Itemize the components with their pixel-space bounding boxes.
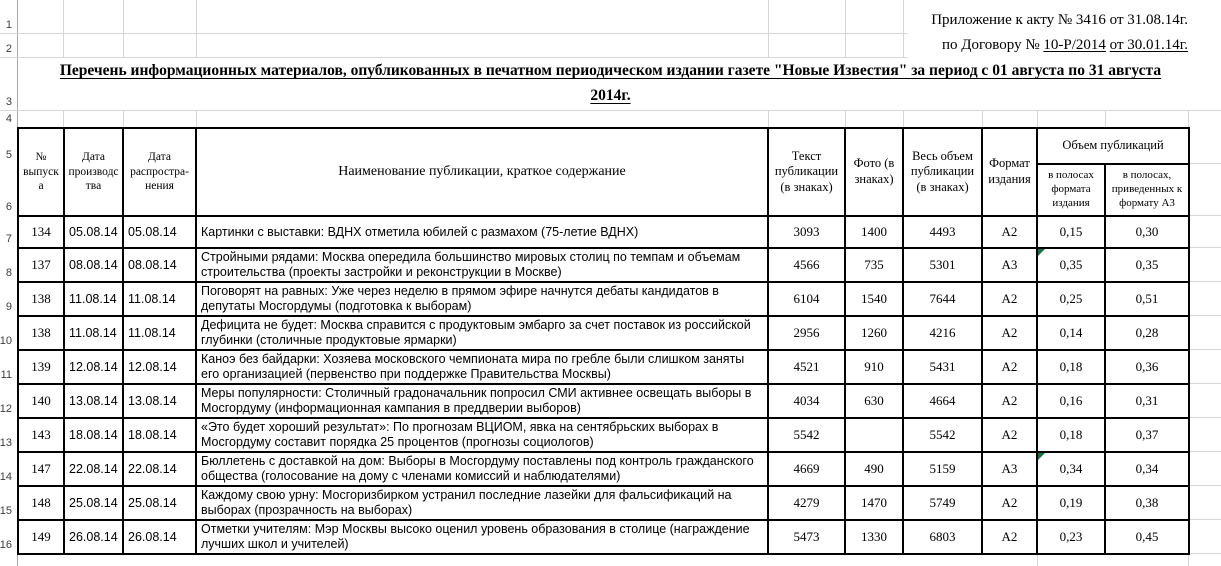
annotation-contract-prefix: по Договору № — [942, 37, 1044, 53]
cell-format[interactable]: А2 — [982, 384, 1037, 418]
row-number[interactable]: 2 — [5, 43, 12, 55]
cell-name[interactable]: Поговорят на равных: Уже через неделю в прямом эфире начнутся дебаты кандидатов в депутаты Мосгордумы (подготовка к выборам) — [196, 282, 768, 316]
cell-name[interactable]: «Это будет хороший результат»: По прогнозам ВЦИОМ, явка на сентябрьских выборах в Мосгордуму составит порядка 25 процентов (прогнозы социологов) — [196, 418, 768, 452]
cell-date-dist[interactable]: 08.08.14 — [123, 248, 196, 282]
cell-format[interactable]: А3 — [982, 452, 1037, 486]
cell-vol-izdaniya[interactable] — [1037, 418, 1105, 452]
cell-date-dist[interactable]: 11.08.14 — [123, 316, 196, 350]
cell-text-chars[interactable]: 4669 — [768, 452, 845, 486]
cell-issue[interactable]: 138 — [18, 316, 64, 350]
table-row — [18, 282, 1189, 316]
annotation-contract-date: от 30.01.14г. — [1109, 37, 1188, 53]
sheet-gridline — [1037, 110, 1038, 127]
sheet-gridline — [982, 110, 983, 127]
row-number[interactable]: 6 — [5, 201, 12, 213]
sheet-gridline — [1190, 383, 1221, 384]
cell-date-prod[interactable]: 08.08.14 — [64, 248, 123, 282]
row-number[interactable]: 1 — [5, 19, 12, 31]
row-number[interactable]: 15 — [0, 505, 12, 517]
sheet-gridline — [1190, 349, 1221, 350]
cell-date-dist[interactable]: 13.08.14 — [123, 384, 196, 418]
sheet-gridline — [1190, 315, 1221, 316]
cell-issue[interactable]: 140 — [18, 384, 64, 418]
col-header-vol-a3[interactable]: в полосах, приведенных к формату А3 — [1105, 164, 1189, 216]
annotation-contract[interactable] — [942, 33, 1188, 57]
cell-total-chars[interactable]: 4664 — [903, 384, 982, 418]
cell-text-chars[interactable]: 4034 — [768, 384, 845, 418]
cell-date-prod[interactable]: 13.08.14 — [64, 384, 123, 418]
cell-format[interactable]: А2 — [982, 350, 1037, 384]
cell-total-chars[interactable]: 4216 — [903, 316, 982, 350]
cell-date-dist[interactable]: 11.08.14 — [123, 282, 196, 316]
cell-total-chars[interactable]: 5431 — [903, 350, 982, 384]
sheet-gridline — [1190, 485, 1221, 486]
sheet-gridline — [845, 110, 846, 127]
cell-issue[interactable]: 149 — [18, 520, 64, 554]
annotation-act[interactable] — [931, 7, 1188, 33]
cell-date-prod[interactable]: 18.08.14 — [64, 418, 123, 452]
cell-format[interactable]: А2 — [982, 216, 1037, 248]
cell-date-prod[interactable]: 05.08.14 — [64, 216, 123, 248]
sheet-gridline — [903, 110, 904, 127]
cell-date-dist[interactable]: 25.08.14 — [123, 486, 196, 520]
row-number[interactable]: 4 — [5, 113, 12, 125]
cell-date-prod[interactable]: 22.08.14 — [64, 452, 123, 486]
cell-vol-izdaniya-value: 0,25 — [1059, 291, 1083, 306]
sheet-gridline — [1188, 110, 1189, 127]
col-header-date-prod[interactable]: Дата производства — [64, 128, 123, 216]
cell-date-dist[interactable]: 18.08.14 — [123, 418, 196, 452]
cell-format[interactable]: А2 — [982, 418, 1037, 452]
annotation-contract-number: 10-Р/2014 — [1043, 37, 1106, 53]
cell-total-chars[interactable]: 4493 — [903, 216, 982, 248]
error-marker-icon — [1038, 453, 1045, 460]
col-header-issue[interactable]: № выпуска — [18, 128, 64, 216]
col-header-name[interactable]: Наименование публикации, краткое содержание — [196, 128, 768, 216]
cell-date-dist[interactable]: 26.08.14 — [123, 520, 196, 554]
cell-date-dist[interactable]: 22.08.14 — [123, 452, 196, 486]
cell-vol-izdaniya-value: 0,23 — [1059, 529, 1083, 544]
cell-photo-chars[interactable]: 630 — [845, 384, 903, 418]
cell-format[interactable]: А2 — [982, 282, 1037, 316]
row-number[interactable]: 16 — [0, 539, 12, 551]
row-number[interactable]: 12 — [0, 403, 12, 415]
col-header-photo[interactable]: Фото (в знаках) — [845, 128, 903, 216]
cell-issue[interactable]: 147 — [18, 452, 64, 486]
table-row — [18, 216, 1189, 248]
sheet-gridline — [1190, 163, 1221, 164]
cell-vol-izdaniya-value: 0,34 — [1059, 461, 1083, 476]
cell-total-chars[interactable]: 5749 — [903, 486, 982, 520]
cell-date-prod[interactable]: 11.08.14 — [64, 316, 123, 350]
cell-text-chars[interactable]: 3093 — [768, 216, 845, 248]
sheet-gridline — [1190, 417, 1221, 418]
table-row — [18, 486, 1189, 520]
cell-vol-izdaniya[interactable] — [1037, 216, 1105, 248]
row-number[interactable]: 11 — [0, 369, 12, 381]
cell-photo-chars[interactable]: 1260 — [845, 316, 903, 350]
row-number[interactable]: 10 — [0, 335, 12, 347]
cell-total-chars[interactable]: 5542 — [903, 418, 982, 452]
sheet-gridline — [768, 0, 769, 57]
table-row — [18, 350, 1189, 384]
cell-vol-a3[interactable]: 0,34 — [1105, 452, 1189, 486]
cell-vol-a3[interactable]: 0,51 — [1105, 282, 1189, 316]
sheet-title[interactable] — [0, 58, 1221, 108]
cell-vol-izdaniya-value: 0,18 — [1059, 359, 1083, 374]
annotation-act-text: Приложение к акту № 3416 от 31.08.14г. — [931, 12, 1188, 28]
table-body — [18, 216, 1189, 554]
cell-issue[interactable]: 138 — [18, 282, 64, 316]
cell-vol-izdaniya[interactable] — [1037, 248, 1105, 282]
cell-format[interactable]: А3 — [982, 248, 1037, 282]
cell-photo-chars[interactable] — [845, 418, 903, 452]
cell-total-chars[interactable]: 5159 — [903, 452, 982, 486]
col-header-vol-izdaniya[interactable]: в полосах формата издания — [1037, 164, 1105, 216]
cell-date-dist[interactable]: 12.08.14 — [123, 350, 196, 384]
sheet-gridline — [0, 33, 907, 34]
cell-text-chars[interactable]: 4279 — [768, 486, 845, 520]
cell-format[interactable]: А2 — [982, 316, 1037, 350]
sheet-title-line1: Перечень информационных материалов, опубликованных в печатном периодическом издании газете "Новые Известия" за период с 01 августа по 31 августа — [59, 62, 1162, 79]
sheet-gridline — [196, 110, 197, 127]
cell-date-prod[interactable]: 26.08.14 — [64, 520, 123, 554]
cell-vol-a3[interactable]: 0,36 — [1105, 350, 1189, 384]
row-number[interactable]: 8 — [5, 267, 12, 279]
col-header-text[interactable]: Текст публикации (в знаках) — [768, 128, 845, 216]
cell-format[interactable]: А2 — [982, 520, 1037, 554]
table-row — [18, 316, 1189, 350]
table-row — [18, 418, 1189, 452]
row-number[interactable]: 7 — [5, 233, 12, 245]
cell-name[interactable]: Каждому свою урну: Мосгоризбирком устранил последние лазейки для фальсификаций на выборах (прозрачность на выборах) — [196, 486, 768, 520]
cell-photo-chars[interactable]: 1540 — [845, 282, 903, 316]
cell-photo-chars[interactable]: 490 — [845, 452, 903, 486]
cell-vol-izdaniya[interactable] — [1037, 384, 1105, 418]
cell-text-chars[interactable]: 4566 — [768, 248, 845, 282]
sheet-gridline — [63, 0, 64, 57]
col-header-total[interactable]: Весь объем публикации (в знаках) — [903, 128, 982, 216]
cell-vol-a3[interactable]: 0,38 — [1105, 486, 1189, 520]
cell-total-chars[interactable]: 6803 — [903, 520, 982, 554]
cell-date-dist[interactable]: 05.08.14 — [123, 216, 196, 248]
cell-vol-izdaniya[interactable] — [1037, 486, 1105, 520]
cell-vol-izdaniya[interactable] — [1037, 316, 1105, 350]
publications-table — [17, 127, 1190, 555]
cell-issue[interactable]: 134 — [18, 216, 64, 248]
sheet-gridline — [903, 0, 904, 57]
cell-vol-izdaniya[interactable] — [1037, 350, 1105, 384]
cell-photo-chars[interactable]: 1330 — [845, 520, 903, 554]
cell-date-prod[interactable]: 11.08.14 — [64, 282, 123, 316]
table-row — [18, 384, 1189, 418]
cell-photo-chars[interactable]: 910 — [845, 350, 903, 384]
cell-issue[interactable]: 139 — [18, 350, 64, 384]
cell-name[interactable]: Дефицита не будет: Москва справится с продуктовым эмбарго за счет поставок из российской глубинки (столичные продуктовые ярмарки) — [196, 316, 768, 350]
cell-photo-chars[interactable]: 1400 — [845, 216, 903, 248]
cell-name[interactable]: Бюллетень с доставкой на дом: Выборы в Мосгордуму поставлены под контроль гражданского общества (голосование на дому с членами комиссий и наблюдателями) — [196, 452, 768, 486]
cell-vol-izdaniya-value: 0,18 — [1059, 427, 1083, 442]
cell-vol-a3[interactable]: 0,31 — [1105, 384, 1189, 418]
cell-vol-izdaniya-value: 0,16 — [1059, 393, 1083, 408]
sheet-gridline — [1190, 281, 1221, 282]
sheet-gridline — [123, 0, 124, 57]
cell-name[interactable]: Картинки с выставки: ВДНХ отметила юбилей с размахом (75-летие ВДНХ) — [196, 216, 768, 248]
cell-format[interactable]: А2 — [982, 486, 1037, 520]
col-header-format[interactable]: Формат издания — [982, 128, 1037, 216]
cell-name[interactable]: Меры популярности: Столичный градоначальник попросил СМИ активнее освещать выборы в Мосгордуму (информационная кампания в преддверии выборов) — [196, 384, 768, 418]
cell-text-chars[interactable]: 4521 — [768, 350, 845, 384]
cell-photo-chars[interactable]: 1470 — [845, 486, 903, 520]
cell-vol-a3[interactable]: 0,30 — [1105, 216, 1189, 248]
sheet-gridline — [123, 110, 124, 127]
cell-issue[interactable]: 137 — [18, 248, 64, 282]
cell-name[interactable]: Стройными рядами: Москва опередила большинство мировых столиц по темпам и объемам строительства (проекты застройки и реконструкции в Москве) — [196, 248, 768, 282]
cell-vol-a3[interactable]: 0,37 — [1105, 418, 1189, 452]
cell-vol-izdaniya-value: 0,35 — [1059, 257, 1083, 272]
cell-date-prod[interactable]: 25.08.14 — [64, 486, 123, 520]
cell-name[interactable]: Отметки учителям: Мэр Москвы высоко оценил уровень образования в столице (награждение лучших школ и учителей) — [196, 520, 768, 554]
cell-photo-chars[interactable]: 735 — [845, 248, 903, 282]
col-header-date-dist[interactable]: Дата распростра-нения — [123, 128, 196, 216]
table-row — [18, 520, 1189, 554]
row-number[interactable]: 13 — [0, 437, 12, 449]
cell-date-prod[interactable]: 12.08.14 — [64, 350, 123, 384]
cell-total-chars[interactable]: 5301 — [903, 248, 982, 282]
cell-vol-a3[interactable]: 0,28 — [1105, 316, 1189, 350]
sheet-gridline — [768, 110, 769, 127]
sheet-gridline — [196, 0, 197, 57]
cell-vol-izdaniya-value: 0,14 — [1059, 325, 1083, 340]
sheet-gridline — [845, 0, 846, 57]
sheet-gridline — [1190, 247, 1221, 248]
row-number[interactable]: 3 — [5, 96, 12, 108]
sheet-gridline — [1190, 451, 1221, 452]
cell-vol-izdaniya-value: 0,19 — [1059, 495, 1083, 510]
cell-text-chars[interactable]: 2956 — [768, 316, 845, 350]
cell-vol-izdaniya[interactable] — [1037, 520, 1105, 554]
sheet-gridline — [1190, 519, 1221, 520]
cell-vol-izdaniya[interactable] — [1037, 452, 1105, 486]
cell-vol-a3[interactable]: 0,35 — [1105, 248, 1189, 282]
table-row — [18, 452, 1189, 486]
col-header-volume-group[interactable]: Объем публикаций — [1037, 128, 1189, 164]
sheet-gridline — [1190, 553, 1221, 554]
cell-vol-a3[interactable]: 0,45 — [1105, 520, 1189, 554]
cell-vol-izdaniya-value: 0,15 — [1059, 224, 1083, 239]
cell-vol-izdaniya[interactable] — [1037, 282, 1105, 316]
cell-issue[interactable]: 148 — [18, 486, 64, 520]
sheet-title-line2: 2014г. — [590, 87, 631, 104]
sheet-gridline — [1190, 215, 1221, 216]
error-marker-icon — [1038, 249, 1045, 256]
cell-text-chars[interactable]: 5473 — [768, 520, 845, 554]
cell-name[interactable]: Каноэ без байдарки: Хозяева московского чемпионата мира по гребле были слишком заняты его организацией (первенство при поддержке Правительства Москвы) — [196, 350, 768, 384]
row-number[interactable]: 14 — [0, 471, 12, 483]
table-row — [18, 248, 1189, 282]
row-number[interactable]: 5 — [5, 149, 12, 161]
sheet-gridline — [63, 110, 64, 127]
row-number[interactable]: 9 — [5, 301, 12, 313]
sheet-gridline — [1105, 110, 1106, 127]
cell-total-chars[interactable]: 7644 — [903, 282, 982, 316]
cell-issue[interactable]: 143 — [18, 418, 64, 452]
cell-text-chars[interactable]: 5542 — [768, 418, 845, 452]
cell-text-chars[interactable]: 6104 — [768, 282, 845, 316]
